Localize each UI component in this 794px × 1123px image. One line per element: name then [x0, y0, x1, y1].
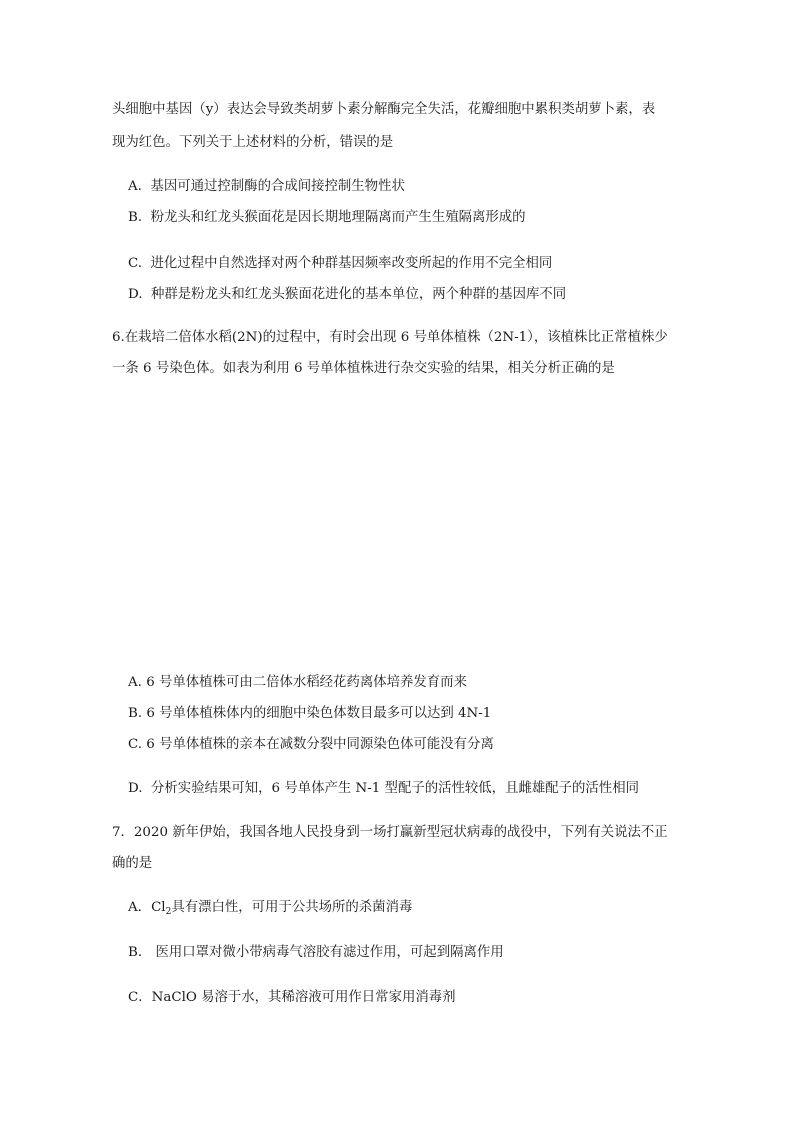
- option-text: 医用口罩对微小带病毒气溶胶有滤过作用，可起到隔离作用: [155, 945, 504, 960]
- q7-option-b: [128, 944, 504, 962]
- option-text: NaClO 易溶于水，其稀溶液可用作日常家用消毒剂: [151, 990, 456, 1005]
- option-letter: A.: [128, 179, 142, 194]
- option-text: 种群是粉龙头和红龙头猴面花进化的基本单位，两个种群的基因库不同: [151, 287, 567, 302]
- chem-formula: $Cl_2$: [151, 900, 172, 917]
- option-text: 6 号单体植株的亲本在减数分裂中同源染色体可能没有分离: [146, 737, 494, 752]
- q6-stem-line-2: 一条 6 号染色体。如表为利用 6 号单体植株进行杂交实验的结果，相关分析正确的是: [112, 361, 615, 376]
- q5-stem-line-1: 头细胞中基因（y）表达会导致类胡萝卜素分解酶完全失活，花瓣细胞中累积类胡萝卜素，表: [112, 102, 656, 117]
- q5-option-c: [128, 255, 552, 273]
- q6-stem-line-1: 6.在栽培二倍体水稻(2N)的过程中，有时会出现 6 号单体植株（2N-1），该植株比正常植株少: [112, 330, 668, 345]
- option-letter: D.: [128, 287, 143, 302]
- option-letter: C．: [128, 990, 152, 1005]
- q7-stem-line-2: 确的是: [112, 856, 153, 871]
- option-text: 具有漂白性，可用于公共场所的杀菌消毒: [171, 900, 413, 915]
- option-letter: B.: [128, 706, 143, 721]
- option-text: 粉龙头和红龙头猴面花是因长期地理隔离而产生生殖隔离形成的: [150, 210, 526, 225]
- q7-option-c: [128, 989, 456, 1007]
- q7-stem-line-1: 7．2020 新年伊始，我国各地人民投身到一场打赢新型冠状病毒的战役中，下列有关说法不正: [112, 825, 668, 840]
- option-text: 进化过程中自然选择对两个种群基因频率改变所起的作用不完全相同: [150, 256, 553, 271]
- q6-option-d: [128, 780, 639, 798]
- q7-option-a: [128, 899, 412, 921]
- q5-option-d: [128, 286, 566, 304]
- q5-option-a: [128, 178, 405, 196]
- option-text: 基因可通过控制酶的合成间接控制生物性状: [150, 179, 405, 194]
- option-letter: A．: [128, 900, 152, 915]
- option-letter: A.: [128, 675, 142, 690]
- option-letter: C.: [128, 737, 143, 752]
- option-letter: B.: [128, 210, 143, 225]
- q6-option-c: [128, 736, 494, 754]
- option-text: 6 号单体植株体内的细胞中染色体数目最多可以达到 4N-1: [146, 706, 492, 721]
- option-letter: C.: [128, 256, 143, 271]
- q5-option-b: [128, 209, 526, 227]
- q6-option-b: [128, 705, 491, 723]
- q6-option-a: [128, 674, 467, 692]
- option-letter: B．: [128, 945, 152, 960]
- option-text: 6 号单体植株可由二倍体水稻经花药离体培养发育而来: [146, 675, 467, 690]
- option-text: 分析实验结果可知，6 号单体产生 N-1 型配子的活性较低，且雌雄配子的活性相同: [151, 781, 639, 796]
- q5-stem-line-2: 现为红色。下列关于上述材料的分析，错误的是: [112, 135, 394, 150]
- option-letter: D.: [128, 781, 143, 796]
